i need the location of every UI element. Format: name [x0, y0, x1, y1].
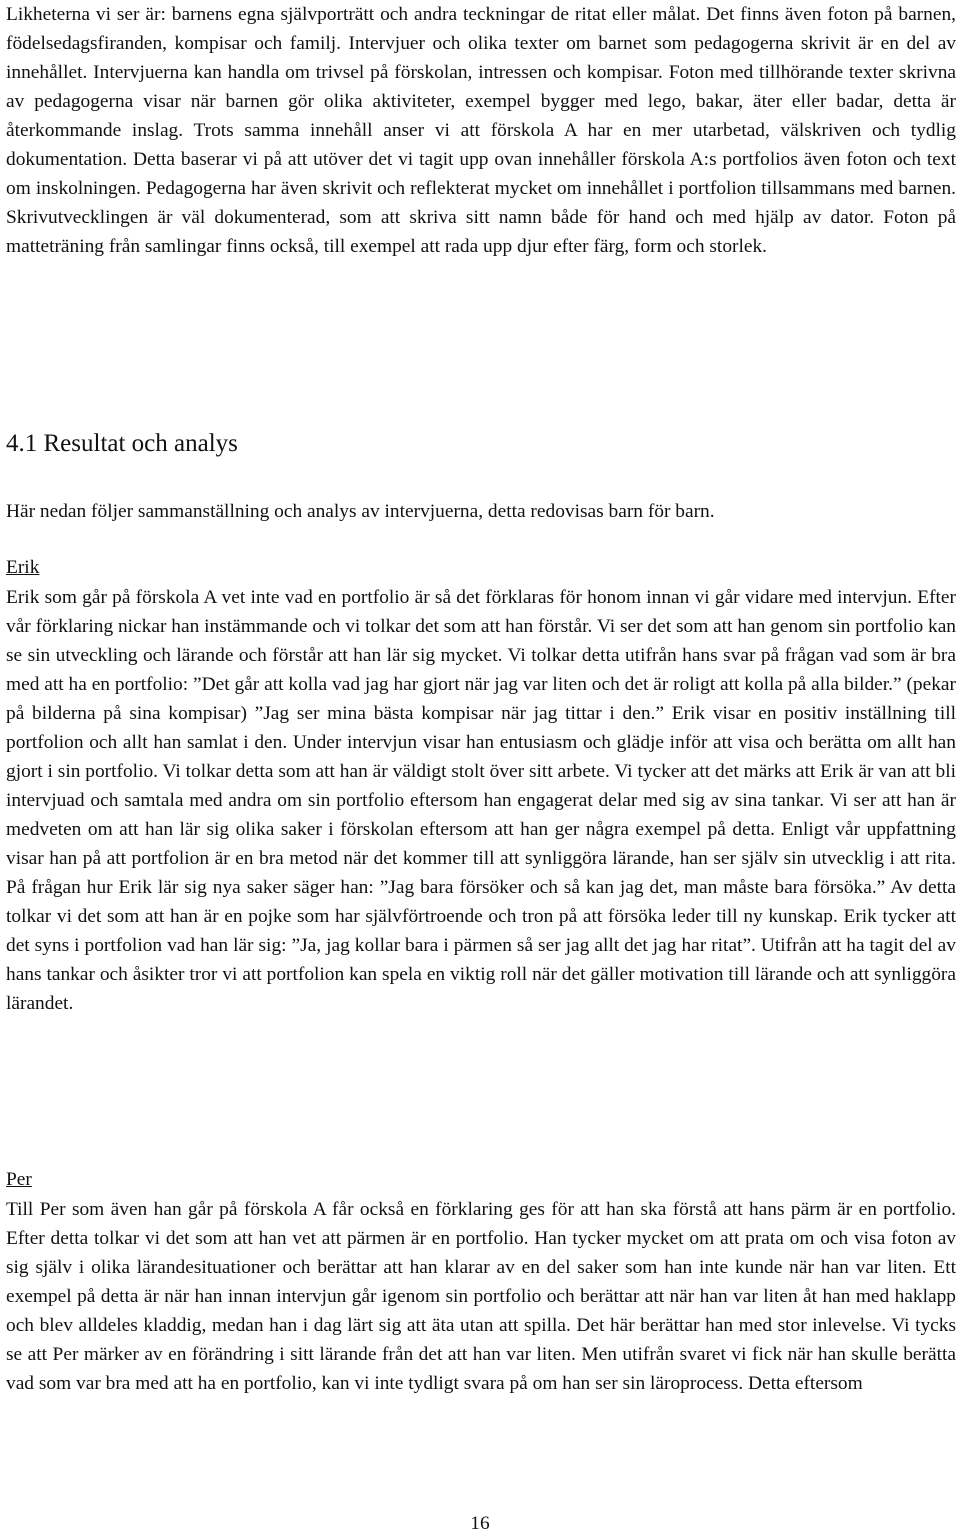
subheading-per: Per	[6, 1169, 32, 1190]
per-paragraph: Till Per som även han går på förskola A får också en förklaring ges för att han ska förstå att hans pärm är en portfolio. Efter detta tolkar vi det som att han vet att pärmen är en portfolio. Han tycker mycket om att prata om och visa foton av sig själv i olika lärandesituationer och berättar att han klarar av en del saker som han inte kunde när han var liten. Ett exempel på detta är när han innan intervjun går igenom sin portfolio och berättar att när han var liten åt han med haklapp och blev alldeles kladdig, medan han i dag lärt sig att äta utan att spilla. Det här berättar han med stor inlevelse. Vi tycks se att Per märker av en förändring i sitt lärande från det att han var liten. Men utifrån svaret vi fick när han skulle berätta vad som var bra med att ha en portfolio, kan vi inte tydligt svara på om han ser sin läroprocess. Detta eftersom	[6, 1199, 956, 1394]
intro-paragraph: Likheterna vi ser är: barnens egna självporträtt och andra teckningar de ritat eller målat. Det finns även foton på barnen, födelsedagsfiranden, kompisar och familj. Intervjuer och olika texter om barnet som pedagogerna skrivit är en del av innehållet. Intervjuerna kan handla om trivsel på förskolan, intressen och kompisar. Foton med tillhörande texter skrivna av pedagogerna visar när barnen gör olika aktiviteter, exempel bygger med lego, bakar, äter eller badar, detta är återkommande inslag. Trots samma innehåll anser vi att förskola A har en mer utarbetad, välskriven och tydlig dokumentation. Detta baserar vi på att utöver det vi tagit upp ovan innehåller förskola A:s portfolios även foton och text om inskolningen. Pedagogerna har även skrivit och reflekterat mycket om innehållet i portfolion tillsammans med barnen. Skrivutvecklingen är väl dokumenterad, som att skriva sitt namn både för hand och med hjälp av dator. Foton på matteträning från samlingar finns också, till exempel att rada upp djur efter färg, form och storlek.	[6, 4, 956, 257]
section-lead-paragraph: Här nedan följer sammanställning och analys av intervjuerna, detta redovisas barn för barn.	[6, 501, 715, 522]
section-heading: 4.1 Resultat och analys	[6, 430, 238, 457]
page-number: 16	[470, 1513, 490, 1534]
subheading-erik: Erik	[6, 557, 40, 578]
erik-paragraph: Erik som går på förskola A vet inte vad en portfolio är så det förklaras för honom innan vi går vidare med intervjun. Efter vår förklaring nickar han instämmande och vi tolkar det som att han förstår. Vi ser det som att han genom sin portfolio kan se sin utveckling och lärande och förstår att han lär sig mycket. Vi tolkar detta utifrån hans svar på frågan vad som är bra med att ha en portfolio: ”Det går att kolla vad jag har gjort när jag var liten och det är roligt att kolla på alla bilder.” (pekar på bilderna på sina kompisar) ”Jag ser mina bästa kompisar när jag tittar i den.” Erik visar en positiv inställning till portfolion och allt han samlat i den. Under intervjun visar han entusiasm och glädje inför att visa och berätta om allt han gjort i sin portfolio. Vi tolkar detta som att han är väldigt stolt över sitt arbete. Vi tycker att det märks att Erik är van att bli intervjuad och samtala med andra om sin portfolio eftersom han engagerat delar med sig av sina tankar. Vi ser att han är medveten om att han lär sig olika saker i förskolan eftersom att han ger några exempel på detta. Enligt vår uppfattning visar han på att portfolion är en bra metod när det kommer till att synliggöra lärande, han ser själv sin utvecklig i att rita. På frågan hur Erik lär sig nya saker säger han: ”Jag bara försöker och så kan jag det, man måste bara försöka.” Av detta tolkar vi det som att han är en pojke som har självförtroende och tron på att försöka leder till ny kunskap. Erik tycker att det syns i portfolion vad han lär sig: ”Ja, jag kollar bara i pärmen så ser jag allt det jag har ritat”. Utifrån att ha tagit del av hans tankar och åsikter tror vi att portfolion kan spela en viktig roll när det gäller motivation till lärande och att synliggöra lärandet.	[6, 587, 956, 1014]
